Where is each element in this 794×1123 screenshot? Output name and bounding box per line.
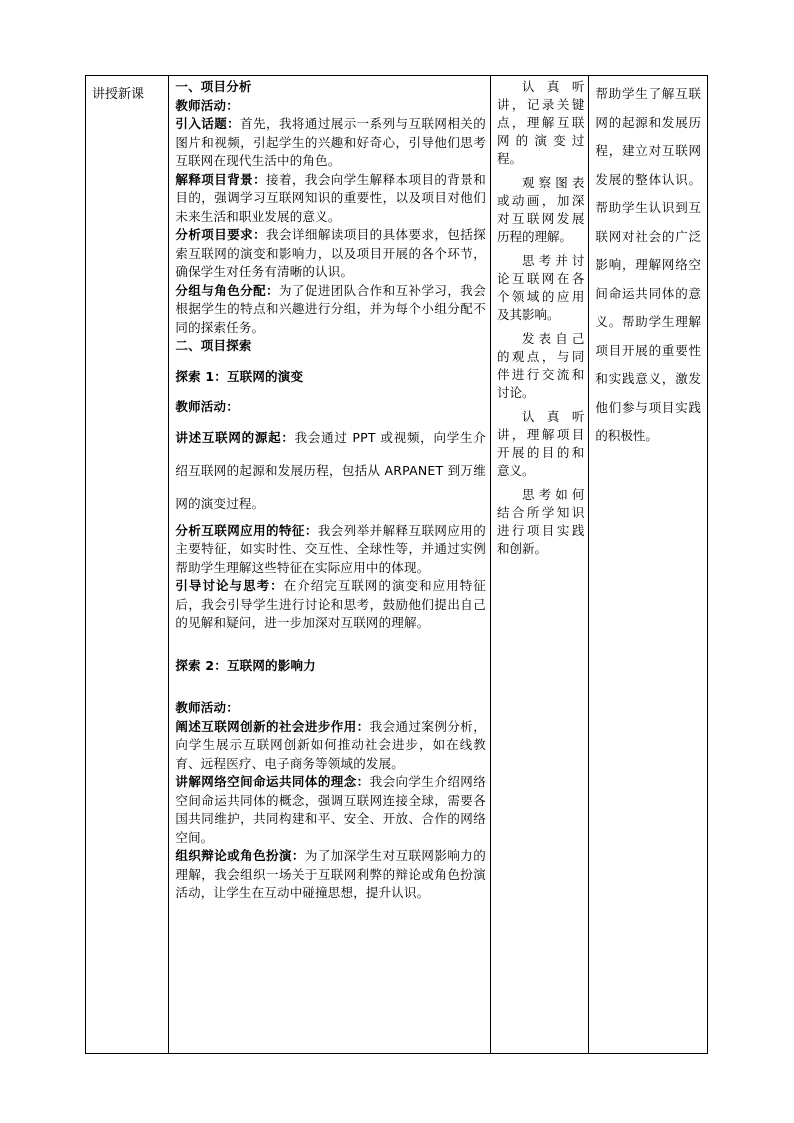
background-paragraph xyxy=(175,171,486,227)
social-title: 阐述互联网创新的社会进步作用： xyxy=(175,718,370,734)
design-purpose-text: 帮助学生了解互联网的起源和发展历程，建立对互联网发展的整体认识。帮助学生认识到互联网对社会的广泛影响，理解网络空间命运共同体的意义。帮助学生理解项目开展的重要性和实践意义，激发他们参与项目实践的积极性。 xyxy=(595,86,701,443)
explore2-title: 探索 2：互联网的影响力 xyxy=(175,657,316,673)
student-item: 思考如何结合所学知识进行项目实践和创新。 xyxy=(496,487,585,556)
debate-title: 组织辩论或角色扮演： xyxy=(175,848,305,863)
origin-title: 讲述互联网的源起： xyxy=(175,429,295,445)
requirements-title: 分析项目要求： xyxy=(175,227,267,242)
debate-text: 为了加深学生对互联网影响力的理解，我会组织一场关于互联网利弊的辩论或角色扮演活动，让学生在互动中碰撞思想，提升认识。 xyxy=(175,848,486,900)
community-title: 讲解网络空间命运共同体的理念： xyxy=(175,774,370,789)
requirements-text: 我会详细解读项目的具体要求，包括探索互联网的演变和影响力，以及项目开展的各个环节，确保学生对任务有清晰的认识。 xyxy=(175,227,486,279)
lesson-plan-table xyxy=(85,75,708,1054)
teacher-activity-heading: 教师活动： xyxy=(175,97,239,113)
requirements-paragraph xyxy=(175,226,486,282)
groups-paragraph xyxy=(175,282,486,338)
section-label-cell xyxy=(86,76,169,1054)
groups-title: 分组与角色分配： xyxy=(175,282,279,298)
section-label: 讲授新课 xyxy=(92,87,145,102)
teacher-activity-cell xyxy=(169,76,491,1054)
teacher-activity-heading: 教师活动： xyxy=(175,700,239,715)
community-text: 我会向学生介绍网络空间命运共同体的概念，强调互联网连接全球，需要各国共同维护，共同构建和平、安全、开放、合作的网络空间。 xyxy=(175,774,486,845)
table-row xyxy=(86,76,708,1054)
features-text: 我会列举并解释互联网应用的主要特征，如实时性、交互性、全球性等，并通过实例帮助学生理解这些特征在实际应用中的体现。 xyxy=(175,522,486,575)
intro-title: 引入话题： xyxy=(175,116,241,131)
social-paragraph xyxy=(175,718,486,774)
discussion-paragraph xyxy=(175,577,486,633)
design-purpose-cell xyxy=(589,76,708,1054)
origin-text: 我会通过 PPT 或视频，向学生介绍互联网的起源和发展历程，包括从 ARPANET 到万维网的演变过程。 xyxy=(175,429,486,511)
social-text: 我会通过案例分析，向学生展示互联网创新如何推动社会进步，如在线教育、远程医疗、电子商务等领域的发展。 xyxy=(175,718,486,771)
teacher-activity-heading: 教师活动： xyxy=(175,399,239,414)
student-item: 发表自己的观点，与同伴进行交流和讨论。 xyxy=(496,331,585,400)
part1-title: 一、项目分析 xyxy=(175,79,252,94)
intro-paragraph xyxy=(175,115,486,171)
discussion-text: 在介绍完互联网的演变和应用特征后，我会引导学生进行讨论和思考，鼓励他们提出自己的见解和疑问，进一步加深对互联网的理解。 xyxy=(175,578,486,630)
student-item: 观察图表或动画，加深对互联网发展历程的理解。 xyxy=(496,175,585,244)
discussion-title: 引导讨论与思考： xyxy=(175,578,284,593)
origin-paragraph xyxy=(175,421,486,520)
student-item: 认真听讲，理解项目开展的目的和意义。 xyxy=(496,409,585,478)
explore1-title: 探索 1：互联网的演变 xyxy=(175,368,304,384)
debate-paragraph xyxy=(175,847,486,903)
intro-text: 首先，我将通过展示一系列与互联网相关的图片和视频，引起学生的兴趣和好奇心，引导他们思考互联网在现代生活中的角色。 xyxy=(175,116,486,168)
background-title: 解释项目背景： xyxy=(175,171,267,187)
groups-text: 为了促进团队合作和互补学习，我会根据学生的特点和兴趣进行分组，并为每个小组分配不同的探索任务。 xyxy=(175,282,486,335)
student-activity-cell xyxy=(490,76,588,1054)
features-title: 分析互联网应用的特征： xyxy=(175,522,318,538)
student-item: 思考并讨论互联网在各个领域的应用及其影响。 xyxy=(496,253,585,322)
community-paragraph xyxy=(175,773,486,847)
student-item: 认真听讲，记录关键点，理解互联网的演变过程。 xyxy=(496,79,585,166)
background-text: 接着，我会向学生解释本项目的背景和目的，强调学习互联网知识的重要性，以及项目对他们未来生活和职业发展的意义。 xyxy=(175,171,486,224)
part2-title: 二、项目探索 xyxy=(175,338,252,353)
features-paragraph xyxy=(175,522,486,578)
